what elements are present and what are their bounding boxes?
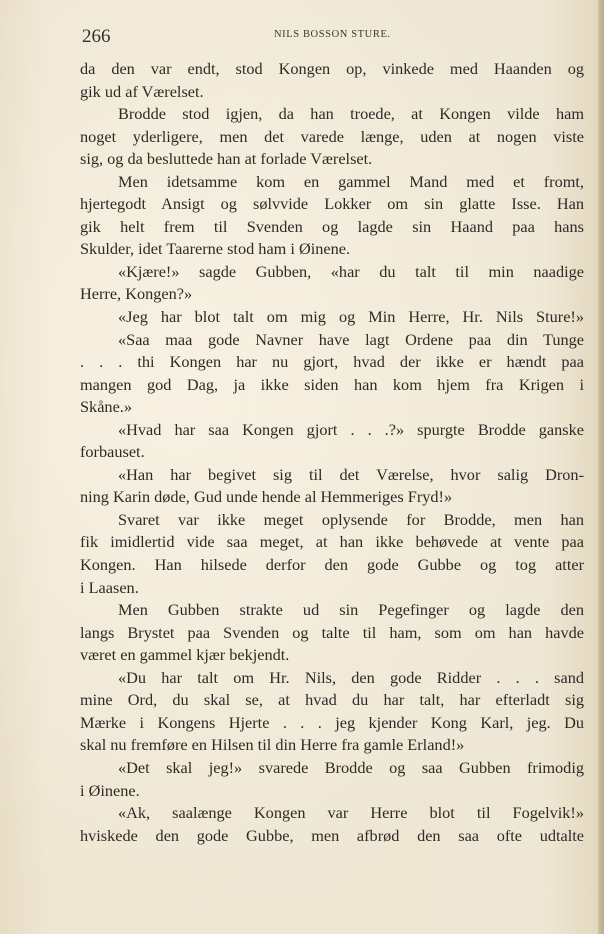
- text-line: skal nu fremføre en Hilsen til din Herre fra gamle Erland!»: [80, 735, 465, 755]
- text-line: . . . thi Kongen har nu gjort, hvad der ikke er hændt paa: [80, 352, 584, 372]
- text-line: mine Ord, du skal se, at hvad du har talt, har efterladt sig: [80, 690, 584, 710]
- text-line: «Det skal jeg!» svarede Brodde og saa Gubben frimodig: [118, 757, 584, 777]
- text-line: mangen god Dag, ja ikke siden han kom hjem fra Krigen i: [80, 374, 584, 394]
- text-line: «Saa maa gode Navner have lagt Ordene paa din Tunge: [118, 329, 584, 349]
- running-title: NILS BOSSON STURE.: [274, 29, 391, 40]
- text-line: forbauset.: [80, 442, 145, 462]
- text-line: «Jeg har blot talt om mig og Min Herre, Hr. Nils Sture!»: [118, 307, 584, 327]
- page-number: 266: [82, 26, 111, 47]
- text-line: da den var endt, stod Kongen op, vinkede med Haanden og: [80, 59, 584, 78]
- text-line: Skåne.»: [80, 397, 132, 417]
- text-line: Skulder, idet Taarerne stod ham i Øinene.: [80, 239, 351, 259]
- text-line: «Kjære!» sagde Gubben, «har du talt til min naadige: [118, 261, 584, 281]
- text-line: gik ud af Værelset.: [80, 81, 204, 101]
- text-line: Mærke i Kongens Hjerte . . . jeg kjender Kong Karl, jeg. Du: [80, 712, 584, 732]
- text-line: «Ak, saalænge Kongen var Herre blot til Fogelvik!»: [118, 803, 584, 823]
- page-edge: [598, 0, 604, 934]
- text-line: «Han har begivet sig til det Værelse, hvor salig Dron-: [118, 464, 584, 484]
- text-line: i Laasen.: [80, 577, 139, 597]
- text-line: «Du har talt om Hr. Nils, den gode Ridder . . . sand: [118, 667, 584, 687]
- text-line: Men idetsamme kom en gammel Mand med et fromt,: [118, 171, 584, 191]
- text-line: sig, og da besluttede han at forlade Værelset.: [80, 149, 373, 169]
- text-line: hviskede den gode Gubbe, men afbrød den saa ofte udtalte: [80, 825, 584, 845]
- text-line: langs Brystet paa Svenden og talte til ham, som om han havde: [80, 622, 584, 642]
- text-line: fik imidlertid vide saa meget, at han ikke behøvede at vente paa: [80, 532, 584, 552]
- text-line: været en gammel kjær bekjendt.: [80, 645, 290, 665]
- page-header: [82, 26, 586, 50]
- text-line: Brodde stod igjen, da han troede, at Kongen vilde ham: [118, 104, 584, 124]
- text-line: Kongen. Han hilsede derfor den gode Gubbe og tog atter: [80, 555, 584, 575]
- text-line: «Hvad har saa Kongen gjort . . .?» spurgte Brodde ganske: [118, 419, 584, 439]
- text-line: gik helt frem til Svenden og lagde sin Haand paa hans: [80, 216, 584, 236]
- body-text: [80, 58, 584, 847]
- text-line: hjertegodt Ansigt og sølvvide Lokker om sin glatte Isse. Han: [80, 194, 584, 214]
- text-line: noget yderligere, men det varede længe, uden at nogen viste: [80, 126, 584, 146]
- text-line: Men Gubben strakte ud sin Pegefinger og lagde den: [118, 600, 584, 620]
- text-line: i Øinene.: [80, 780, 140, 800]
- text-line: Herre, Kongen?»: [80, 284, 193, 304]
- text-line: ning Karin døde, Gud unde hende al Hemmeriges Fryd!»: [80, 487, 453, 507]
- text-line: Svaret var ikke meget oplysende for Brodde, men han: [118, 509, 584, 529]
